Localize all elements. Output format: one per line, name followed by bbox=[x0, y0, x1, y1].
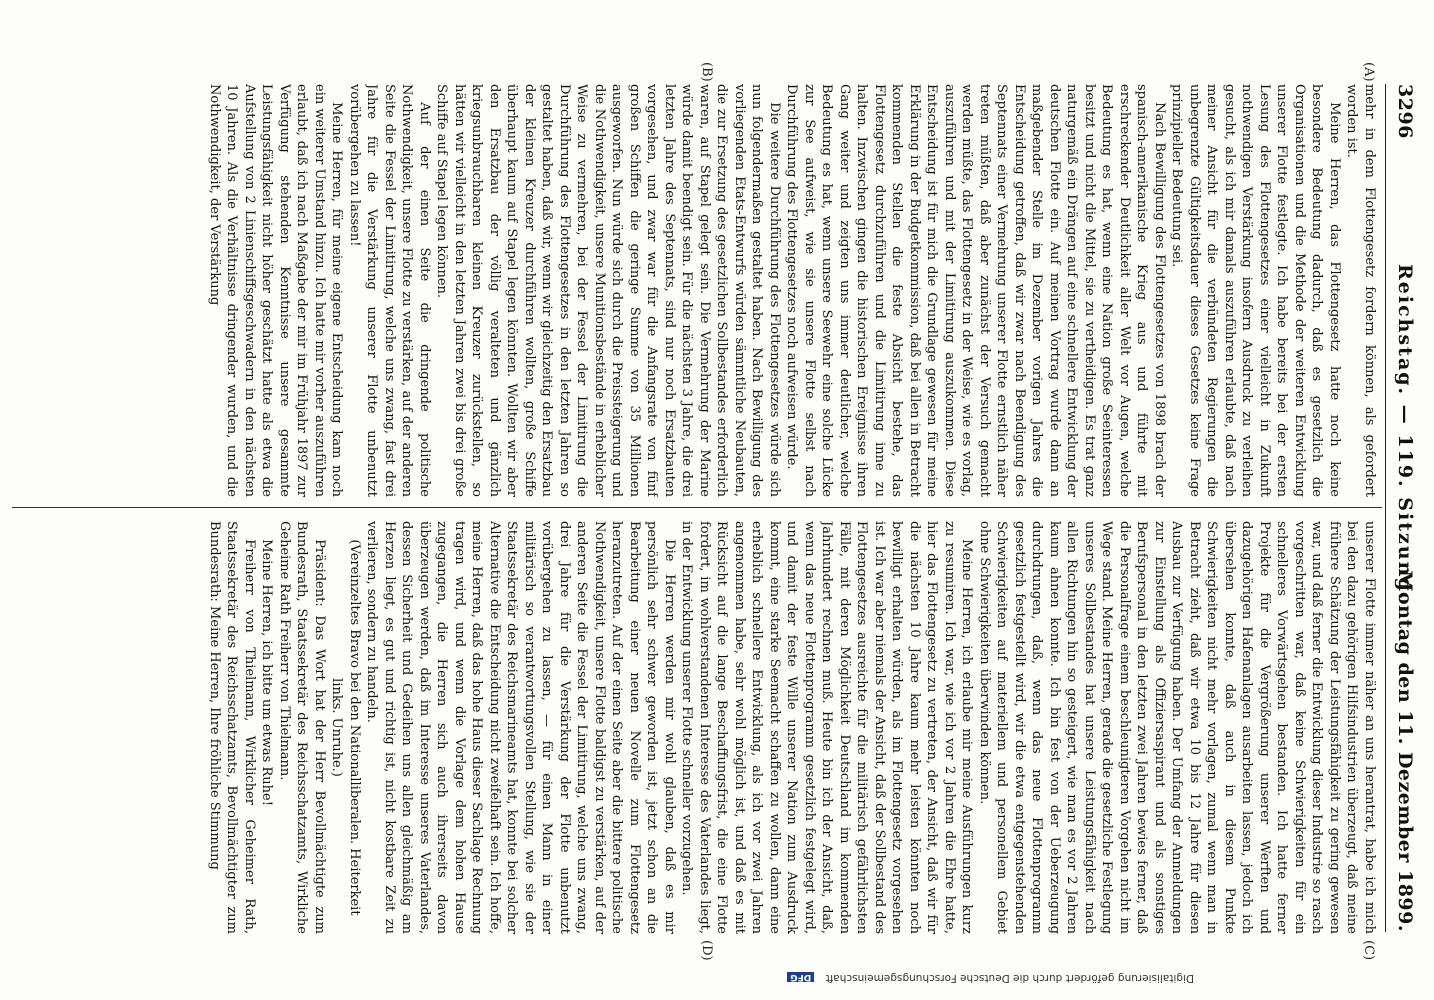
digitization-credit bbox=[14, 968, 1194, 984]
paragraph: mehr in dem Flottengesetz fordern können, als gefordert worden ist. bbox=[1344, 84, 1377, 497]
page-header bbox=[1388, 84, 1416, 932]
paragraph: Die weitere Durchführung des Flottengesetzes würde sich nun folgendermaßen gestaltet haben. Nach Bewilligung des vorliegenden Etats-Entwurfs würden sämmtliche Neubauten, die zur Ersetzung des gesetzlichen Sollbestandes erforderlich waren, auf Stapel gelegt sein. Die Vermehrung der Marine würde damit beendigt sein. Für die nächsten 3 Jahre, die drei letzten Jahre des Septennats, sind nur noch Ersatzbauten vorgesehen, und zwar war für die Anfangsrate von fünf großen Schiffen die geringe Summe von 35 Millionen ausgeworfen. Nun würde sich durch die Preissteigerung und die Nothwendigkeit, unsere Munitionsbestände in erheblicher Weise zu vermehren, bei der Fessel der Limitirung die Durchführung des Flottengesetzes in den letzten Jahren so gestaltet haben, daß wir, wenn wir gleichzeitig den Ersatzbau der kleinen Kreuzer durchführen wollten, große Schiffe überhaupt kaum auf Stapel legen könnten. Wollten wir aber den Ersatzbau der völlig veralteten und gänzlich kriegsunbrauchbaren kleinen Kreuzer zurückstellen, so hätten wir vielleicht in den letzten Jahren zwei bis drei große Schiffe auf Stapel legen können. bbox=[434, 84, 782, 497]
paragraph: Meine Herren, ich erlaube mir meine Ausführungen kurz zu resumiren. Ich war, wie ich vor 2 Jahren die Ehre hatte, hier das Flottengesetz zu vertreten, der Ansicht, daß wir für die nächsten 10 Jahre kaum mehr leisten könnten noch bewilligt erhalten würden, als im Flottengesetz vorgesehen ist. Ich war aber niemals der Ansicht, daß der Sollbestand des Flottengesetzes ausreichte für die militärisch gefährlichsten Fälle, mit deren Möglichkeit Deutschland im kommenden Jahrhundert rechnen muß. Heute bin ich der Ansicht, daß, wenn das neue Flottenprogramm gesetzlich festgelegt wird, und damit der feste Wille unserer Nation zum Ausdruck kommt, eine starke Seemacht schaffen zu wollen, dann eine erheblich schnellere Entwicklung, als ich vor zwei Jahren angenommen habe, sehr wohl möglich ist, und daß es mit Rücksicht auf die lange Beschaffungsfrist, die eine Flotte fordert, im wohlverstandenen Interesse des Vaterlandes liegt, in der Entwicklung unserer Flotte schneller vorzugehen. bbox=[679, 521, 975, 934]
paragraph: Nach Bewilligung des Flottengesetzes von 1898 brach der spanisch-amerikanische Krieg aus und führte mit erschreckender Deutlichkeit aller Welt vor Augen, welche Bedeutung es hat, wenn eine Nation große Seeinteressen besitzt und nicht die Mittel, sie zu vertheidigen. Es trat ganz naturgemäß ein Drängen auf eine schnellere Entwicklung der deutschen Flotte ein. Auf meinen Vortrag wurde dann an maßgebender Stelle im Dezember vorigen Jahres die Entscheidung getroffen, daß wir zwar nach Beendigung des Septennats einer Vermehrung unserer Flotte ernstlich näher treten müßten, daß aber zunächst der Versuch gemacht werden müßte, das Flottengesetz in der Weise, wie es vorlag, auszuführen und mit der Limitirung auszukommen. Diese Entscheidung ist für mich die Grundlage gewesen für meine Erklärung in der Budgetkommission, daß bei allen in Betracht kommenden Stellen die feste Absicht bestehe, das Flottengesetz durchzuführen und die Limitirung inne zu halten. Inzwischen gingen die historischen Ereignisse ihren Gang weiter und zeigten uns immer deutlicher, welche Bedeutung es hat, wenn unsere Seewehr eine solche Lücke zur See aufweist, wie sie unsere Flotte selbst nach Durchführung des Flottengesetzes noch aufweisen würde. bbox=[784, 84, 1167, 497]
margin-mark-a: (A) bbox=[1361, 62, 1376, 82]
margin-mark-b: (B) bbox=[699, 62, 714, 82]
credit-text: Digitalisierung gefördert durch die Deutsche Forschungsgemeinschaft bbox=[825, 972, 1194, 984]
page-number: 3296 bbox=[1394, 84, 1416, 139]
session-date: Montag den 11. Dezember 1899. bbox=[1394, 570, 1416, 932]
left-column bbox=[12, 84, 1378, 497]
paragraph: Meine Herren, ich bitte um etwas Ruhe! bbox=[259, 539, 275, 806]
paragraph: Auf der einen Seite die dringende politische Nothwendigkeit, unsere Flotte zu verstärken, auf der anderen Seite die Fessel der Limitirung, welche uns zwang, fast drei Jahre für die Verstärkung unserer Flotte unbenutzt vorübergehen zu lassen! bbox=[347, 84, 432, 497]
right-column bbox=[12, 521, 1378, 934]
paragraph: unserer Flotte immer näher an uns herantrat, habe ich mich bei den dazu gehörigen Hilfsindustrien überzeugt, daß meine frühere Schätzung der Leistungsfähigkeit zu gering gewesen war, und daß ferner die Entwicklung dieser Industrie so rasch vorgeschritten war, daß keine Schwierigkeiten für ein schnelleres Vorwärtsgehen bestanden. Ich hatte ferner Projekte für die Vergrößerung unserer Werften und dazugehörigen Hafenanlagen ausarbeiten lassen, jedoch ich übersehen konnte, daß auch in diesem Punkte Schwierigkeiten nicht mehr vorlagen, zumal wenn man in Betracht zieht, daß wir etwa 10 bis 12 Jahre für diesen Ausbau zur Verfügung haben. Der Umfang der Anmeldungen zur Einstellung als Offiziersaspirant und als sonstiges Berufspersonal in den letzten zwei Jahren bewies ferner, daß die Personalfrage einem beschleunigteren Vorgehen nicht im Wege stand. Meine Herren, gerade die gesetzliche Festlegung unseres Sollbestandes hat unsere Leistungsfähigkeit nach allen Richtungen hin so gesteigert, wie man es vor 2 Jahren kaum ahnen konnte. Ich bin fest von der Ueberzeugung durchdrungen, daß, wenn das neue Flottenprogramm gesetzlich festgestellt wird, wir die etwa entgegenstehenden Schwierigkeiten auf materiellem und personellem Gebiet ohne Schwierigkeiten überwinden können. bbox=[977, 521, 1377, 934]
paragraph: Meine Herren, das Flottengesetz hatte noch keine besondere Bedeutung dadurch, daß es gesetzlich die Organisationen und die Methode der weiteren Entwicklung unserer Flotte festlegte. Ich habe bereits bei der ersten Lesung des Flottengesetzes einer vielleicht in Zukunft nothwendigen Verstärkung insofern Ausdruck zu verleihen gesucht, als ich mir damals auszuführen erlaubte, daß nach meiner Ansicht für die verbündeten Regierungen die unbegrenzte Gültigkeitsdauer dieses Gesetzes keine Frage prinzipieller Bedeutung sei. bbox=[1169, 84, 1342, 497]
paragraph: Die Herren werden mir wohl glauben, daß es mir persönlich sehr schwer geworden ist, jetzt schon an die Bearbeitung einer neuen Novelle zum Flottengesetz heranzutreten. Auf der einen Seite aber die bittere politische Nothwendigkeit, unsere Flotte baldigst zu verstärken, auf der anderen Seite die Fessel der Limitirung, welche uns zwang, drei Jahre für die Verstärkung der Flotte unbenutzt vorübergehen zu lassen, — für einen Mann in einer militärisch so verantwortungsvollen Stellung, wie sie der Staatssekretär des Reichsmarineamts hat, konnte bei solcher Alternative die Entscheidung nicht zweifelhaft sein. Ich hoffe, meine Herren, daß das hohe Haus dieser Sachlage Rechnung tragen wird, und wenn die Vorlage dem hohen Hause zugegangen, die Herren sich auch ihrerseits davon überzeugen werden, daß im Interesse unseres Vaterlandes, dessen Sicherheit und Gedeihen uns allen gleichmäßig am Herzen liegt, es gut und richtig ist, nicht kostbare Zeit zu verlieren, sondern zu handeln. bbox=[364, 521, 677, 934]
margin-mark-d: (D) bbox=[699, 940, 714, 961]
paragraph: Präsident: Das Wort hat der Herr Bevollmächtigte zum Bundesrath, Staatssekretär des Reichsschatzamts, Wirkliche Geheime Rath Freiherr von Thielmann. bbox=[277, 521, 327, 934]
header-rule bbox=[1385, 84, 1386, 932]
column-divider bbox=[12, 507, 1382, 508]
paragraph: Freiherr von Thielmann, Wirklicher Geheimer Rath, Staatssekretär des Reichsschatzamts, Bevollmächtigter zum Bundesrath: Meine Herren, Ihre fröhliche Stimmung bbox=[207, 521, 257, 934]
stage-direction: (Vereinzeltes Bravo bei den Nationalliberalen. Heiterkeit links. Unruhe.) bbox=[329, 539, 362, 916]
dfg-logo: DFG bbox=[787, 972, 814, 982]
margin-mark-c: (C) bbox=[1361, 940, 1376, 961]
running-title: Reichstag. — 119. Sitzung. bbox=[1394, 264, 1416, 602]
paragraph: Meine Herren, für meine eigene Entscheidung kam noch ein weiterer Umstand hinzu. Ich hatte mir vorher auszuführen erlaubt, daß ich nach Maßgabe der mir im Frühjahr 1897 zur Verfügung stehenden Kenntnisse unsere gesammte Leistungsfähigkeit nicht höher geschätzt hatte als etwa die Aufstellung von 2 Linienschiffsgeschwadern in den nächsten 10 Jahren. Als die Verhältnisse dringender wurden, und die Nothwendigkeit, der Verstärkung bbox=[207, 84, 345, 497]
